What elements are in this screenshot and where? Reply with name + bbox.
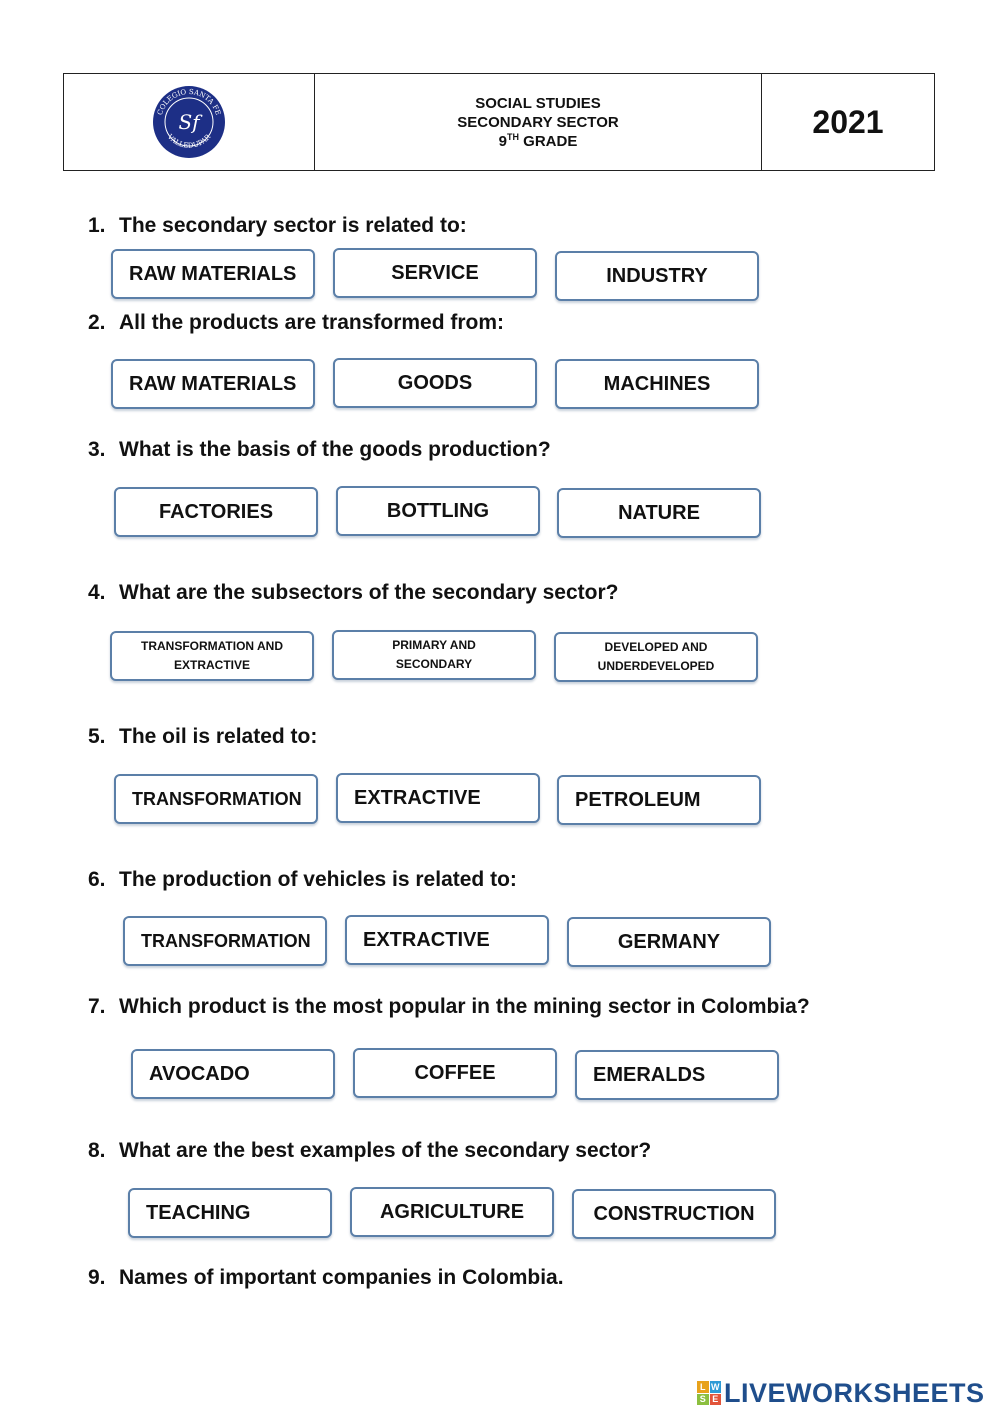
title-cell bbox=[315, 74, 762, 170]
q1-option-2[interactable]: SERVICE bbox=[333, 248, 537, 298]
school-logo bbox=[149, 84, 229, 160]
question-5: 5. The oil is related to: bbox=[88, 725, 318, 748]
logo-text-bottom: VALLEDUPAR bbox=[165, 132, 213, 150]
q2-option-1[interactable]: RAW MATERIALS bbox=[111, 359, 315, 409]
grade-number: 9 bbox=[498, 132, 507, 150]
q2-option-3[interactable]: MACHINES bbox=[555, 359, 759, 409]
question-1: 1. The secondary sector is related to: bbox=[88, 214, 467, 237]
question-2: 2. All the products are transformed from: bbox=[88, 311, 505, 334]
q8-option-3[interactable]: CONSTRUCTION bbox=[572, 1189, 776, 1239]
year-cell bbox=[762, 74, 934, 170]
q4-option-2[interactable]: PRIMARY AND SECONDARY bbox=[332, 630, 536, 680]
grade-word: GRADE bbox=[519, 132, 578, 150]
liveworksheets-text: LIVEWORKSHEETS bbox=[724, 1377, 985, 1408]
grade-title bbox=[499, 132, 578, 151]
q3-option-2[interactable]: BOTTLING bbox=[336, 486, 540, 536]
subject-title: SOCIAL STUDIES bbox=[475, 94, 601, 112]
q7-option-1[interactable]: AVOCADO bbox=[131, 1049, 335, 1099]
question-6: 6. The production of vehicles is related to: bbox=[88, 868, 517, 891]
brand-icon-letter-2: W bbox=[711, 1381, 720, 1392]
q3-option-3[interactable]: NATURE bbox=[557, 488, 761, 538]
q1-option-3[interactable]: INDUSTRY bbox=[555, 251, 759, 301]
logo-cell bbox=[64, 74, 315, 170]
topic-title: SECONDARY SECTOR bbox=[457, 113, 619, 131]
liveworksheets-icon bbox=[697, 1381, 721, 1405]
year: 2021 bbox=[812, 103, 884, 140]
q7-option-2[interactable]: COFFEE bbox=[353, 1048, 557, 1098]
logo-monogram: Sf bbox=[178, 110, 200, 134]
q2-option-2[interactable]: GOODS bbox=[333, 358, 537, 408]
q5-option-1[interactable]: TRANSFORMATION bbox=[114, 774, 318, 824]
q6-option-1[interactable]: TRANSFORMATION bbox=[123, 916, 327, 966]
question-8: 8. What are the best examples of the secondary sector? bbox=[88, 1139, 652, 1162]
q5-option-2[interactable]: EXTRACTIVE bbox=[336, 773, 540, 823]
q8-option-2[interactable]: AGRICULTURE bbox=[350, 1187, 554, 1237]
q4-option-3[interactable]: DEVELOPED AND UNDERDEVELOPED bbox=[554, 632, 758, 682]
liveworksheets-brand[interactable] bbox=[697, 1378, 985, 1408]
brand-icon-letter-4: E bbox=[710, 1394, 722, 1406]
q7-option-3[interactable]: EMERALDS bbox=[575, 1050, 779, 1100]
worksheet-header bbox=[63, 73, 935, 171]
q3-option-1[interactable]: FACTORIES bbox=[114, 487, 318, 537]
brand-icon-letter-1: L bbox=[697, 1381, 709, 1393]
question-3: 3. What is the basis of the goods production? bbox=[88, 438, 551, 461]
q6-option-3[interactable]: GERMANY bbox=[567, 917, 771, 967]
q8-option-1[interactable]: TEACHING bbox=[128, 1188, 332, 1238]
question-9: 9. Names of important companies in Colombia. bbox=[88, 1266, 564, 1289]
q6-option-2[interactable]: EXTRACTIVE bbox=[345, 915, 549, 965]
logo-text-top: COLEGIO SANTA FE bbox=[155, 87, 223, 117]
brand-icon-letter-3: S bbox=[697, 1394, 709, 1406]
question-4: 4. What are the subsectors of the secondary sector? bbox=[88, 581, 619, 604]
question-7: 7. Which product is the most popular in the mining sector in Colombia? bbox=[88, 995, 810, 1018]
q4-option-1[interactable]: TRANSFORMATION AND EXTRACTIVE bbox=[110, 631, 314, 681]
q1-option-1[interactable]: RAW MATERIALS bbox=[111, 249, 315, 299]
q5-option-3[interactable]: PETROLEUM bbox=[557, 775, 761, 825]
grade-suffix: TH bbox=[507, 131, 519, 142]
